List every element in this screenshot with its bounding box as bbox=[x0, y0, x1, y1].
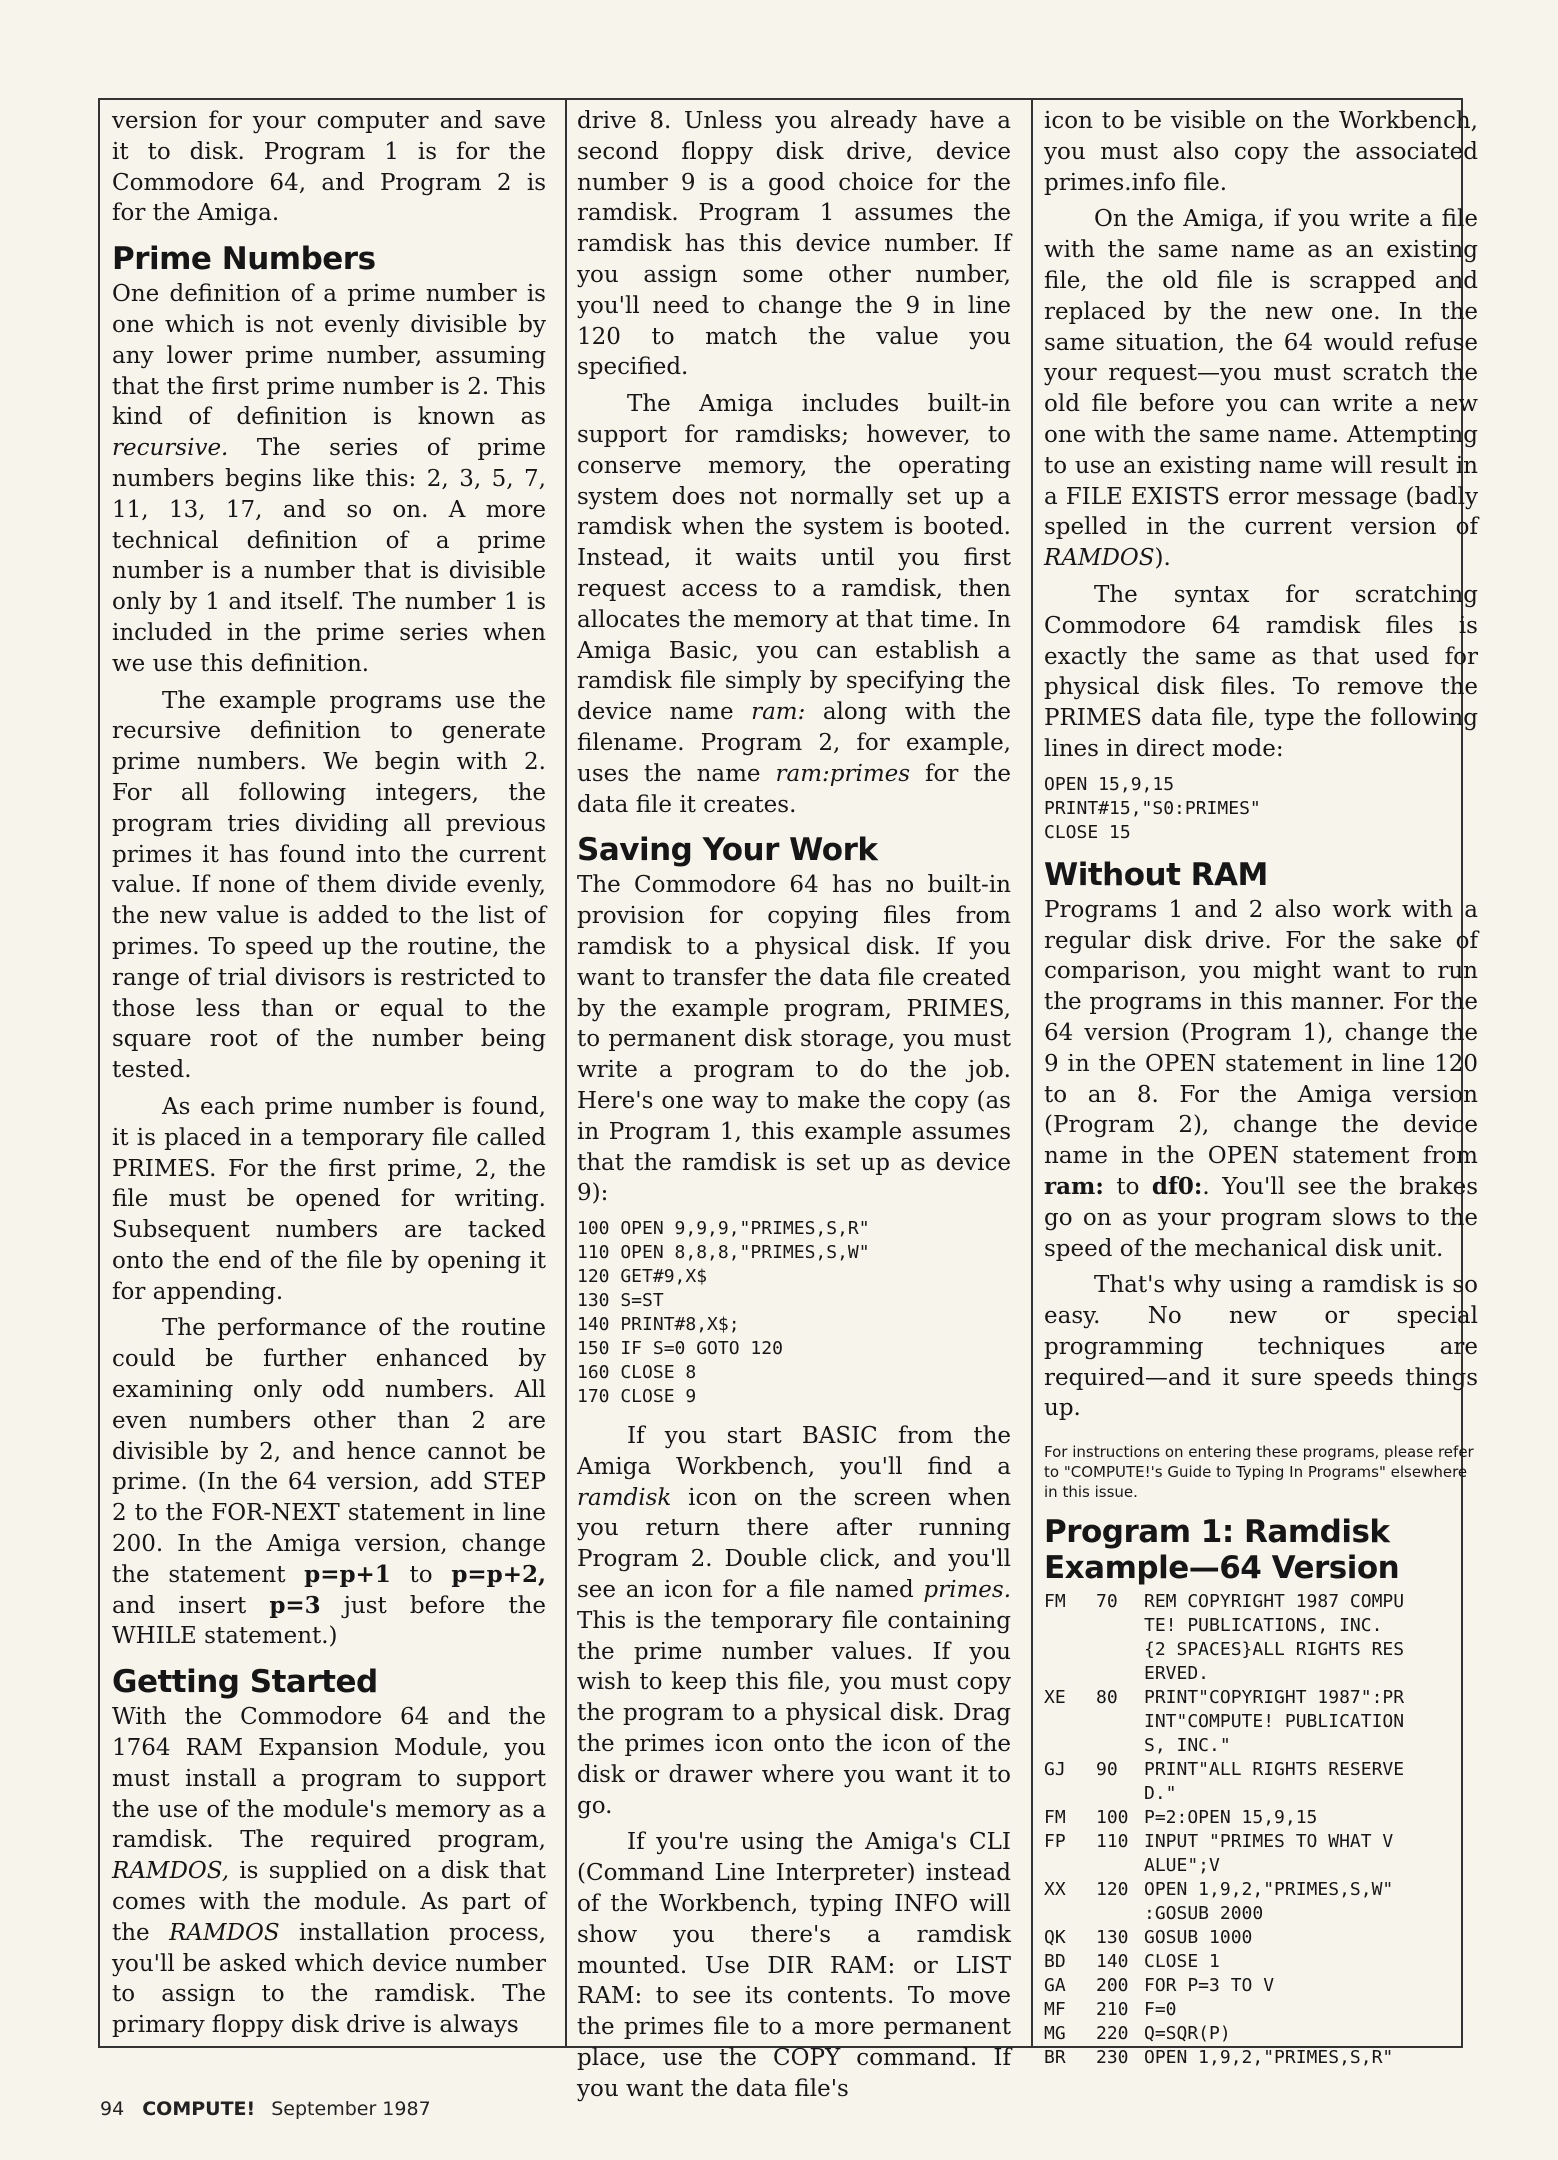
listing-line bbox=[1044, 1998, 1478, 2022]
paragraph: If you start BASIC from the Amiga Workbench, you'll find a ramdisk icon on the screen when you return there after running Program 2. Double click, and you'll see an icon for a file named primes. This is the temporary file containing the prime number values. If you wish to keep this file, you must copy the program to a physical disk. Drag the primes icon onto the icon of the disk or drawer where you want it to go. bbox=[577, 1423, 1012, 1819]
paragraph: That's why using a ramdisk is so easy. No new or special programming techniques are required—and it sure speeds things up. bbox=[1044, 1272, 1478, 1422]
checksum: GA bbox=[1044, 1975, 1066, 1997]
paragraph: The Amiga includes built-in support for ramdisks; however, to conserve memory, the operating system does not normally set up a ramdisk when the system is booted. Instead, it waits until you first request access to a ramdisk, then allocates the memory at that time. In Amiga Basic, you can establish a ramdisk file simply by specifying the device name ram: along with the filename. Program 2, for example, uses the name ram:primes for the data file it creates. bbox=[577, 391, 1012, 818]
line-number: 120 bbox=[1096, 1879, 1129, 1901]
paragraph: The performance of the routine could be further enhanced by examining only odd numbers. All even numbers other than 2 are divisible by 2, and hence cannot be prime. (In the 64 version, add STEP 2 to the FOR-NEXT statement in line 200. In the Amiga version, change the statement p=p+1 to p=p+2, and insert p=3 just before the WHILE statement.) bbox=[112, 1315, 547, 1650]
column-2 bbox=[577, 106, 1012, 2102]
paragraph: One definition of a prime number is one which is not evenly divisible by any lower prime number, assuming that the first prime number is 2. This kind of definition is known as recursive. The series of prime numbers begins like this: 2, 3, 5, 7, 11, 13, 17, and so on. A more technical definition of a prime number is a number that is divisible only by 1 and itself. The number 1 is included in the prime series when we use this definition. bbox=[112, 281, 547, 677]
paragraph: version for your computer and save it to disk. Program 1 is for the Commodore 64, and Program 2 is for the Amiga. bbox=[112, 108, 546, 227]
heading-saving-your-work: Saving Your Work bbox=[577, 832, 878, 869]
code-text: F=0 bbox=[1144, 1999, 1177, 2021]
listing-line bbox=[1044, 2022, 1478, 2046]
listing-line bbox=[1044, 1878, 1478, 1926]
code-text: PRINT"COPYRIGHT 1987":PR INT"COMPUTE! PUBLICATION S, INC." bbox=[1144, 1687, 1405, 1757]
paragraph: The example programs use the recursive definition to generate prime numbers. We begin with 2. For all following integers, the program tries dividing all previous primes it has found into the current value. If none of them divide evenly, the new value is added to the list of primes. To speed up the routine, the range of trial divisors is restricted to those less than or equal to the square root of the number being tested. bbox=[112, 687, 546, 1084]
listing-line bbox=[1044, 1758, 1478, 1806]
heading-without-ram: Without RAM bbox=[1044, 856, 1268, 893]
heading-program-1: Program 1: Ramdisk Example—64 Version bbox=[1044, 1514, 1400, 1587]
checksum: MG bbox=[1044, 2023, 1066, 2045]
listing-line bbox=[1044, 2046, 1478, 2070]
line-number: 210 bbox=[1096, 1999, 1129, 2021]
code-text: PRINT"ALL RIGHTS RESERVE D." bbox=[1144, 1759, 1405, 1805]
typing-note: For instructions on entering these programs, please refer to "COMPUTE!'s Guide to Typing In Programs" elsewhere in this issue. bbox=[1044, 1443, 1474, 1502]
listing-line bbox=[1044, 1950, 1478, 1974]
code-text: OPEN 1,9,2,"PRIMES,S,W" :GOSUB 2000 bbox=[1144, 1879, 1394, 1925]
paragraph: On the Amiga, if you write a file with the same name as an existing file, the old file is scrapped and replaced by the new one. In the same situation, the 64 would refuse your request—you must scratch the old file before you can write a new one with the same name. Attempting to use an existing name will result in a FILE EXISTS error message (badly spelled in the current version of RAMDOS). bbox=[1044, 206, 1478, 572]
column-3 bbox=[1044, 106, 1478, 2069]
checksum: FM bbox=[1044, 1807, 1066, 1829]
checksum: MF bbox=[1044, 1999, 1066, 2021]
paragraph: Programs 1 and 2 also work with a regular disk drive. For the sake of comparison, you might want to run the programs in this manner. For the 64 version (Program 1), change the 9 in the OPEN statement in line 120 to an 8. For the Amiga version (Program 2), change the device name in the OPEN statement from ram: to df0:. You'll see the brakes go on as your program slows to the speed of the mechanical disk unit. bbox=[1044, 896, 1478, 1262]
column-1 bbox=[112, 106, 546, 2054]
line-number: 230 bbox=[1096, 2047, 1129, 2069]
checksum: BD bbox=[1044, 1951, 1066, 1973]
checksum: FM bbox=[1044, 1591, 1066, 1613]
paragraph: As each prime number is found, it is placed in a temporary file called PRIMES. For the first prime, 2, the file must be opened for writing. Subsequent numbers are tacked onto the end of the file by opening it for appending. bbox=[112, 1093, 546, 1305]
checksum: BR bbox=[1044, 2047, 1066, 2069]
paragraph: With the Commodore 64 and the 1764 RAM Expansion Module, you must install a program to support the use of the module's memory as a ramdisk. The required program, RAMDOS, is supplied on a disk that comes with the module. As part of the RAMDOS installation process, you'll be asked which device number to assign to the ramdisk. The primary floppy disk drive is always bbox=[112, 1704, 547, 2039]
line-number: 140 bbox=[1096, 1951, 1129, 1973]
code-text: Q=SQR(P) bbox=[1144, 2023, 1231, 2045]
line-number: 80 bbox=[1096, 1687, 1118, 1709]
column-divider bbox=[1031, 100, 1033, 2046]
column-divider bbox=[565, 100, 567, 2046]
page-footer bbox=[100, 2098, 431, 2120]
line-number: 110 bbox=[1096, 1831, 1129, 1853]
listing-line bbox=[1044, 1806, 1478, 1830]
page-number: 94 bbox=[100, 2098, 125, 2120]
issue-date: September 1987 bbox=[271, 2098, 431, 2120]
paragraph: icon to be visible on the Workbench, you must also copy the associated primes.info file. bbox=[1044, 108, 1478, 196]
listing-line bbox=[1044, 1590, 1478, 1686]
code-text: CLOSE 1 bbox=[1144, 1951, 1220, 1973]
checksum: FP bbox=[1044, 1831, 1066, 1853]
listing-line bbox=[1044, 1974, 1478, 1998]
listing-line bbox=[1044, 1686, 1478, 1758]
program-listing bbox=[1044, 1590, 1478, 2070]
code-text: OPEN 1,9,2,"PRIMES,S,R" bbox=[1144, 2047, 1394, 2069]
paragraph: drive 8. Unless you already have a second floppy disk drive, device number 9 is a good choice for the ramdisk. Program 1 assumes the ramdisk has this device number. If you assign some other number, you'll need to change the 9 in line 120 to match the value you specified. bbox=[577, 108, 1011, 381]
code-text: REM COPYRIGHT 1987 COMPU TE! PUBLICATIONS, INC. {2 SPACES}ALL RIGHTS RES ERVED. bbox=[1144, 1591, 1405, 1685]
checksum: QK bbox=[1044, 1927, 1066, 1949]
paragraph: The syntax for scratching Commodore 64 ramdisk files is exactly the same as that used for physical disk files. To remove the PRIMES data file, type the following lines in direct mode: bbox=[1044, 581, 1478, 762]
code-block-scratch: OPEN 15,9,15 PRINT#15,"S0:PRIMES" CLOSE 15 bbox=[1044, 773, 1261, 843]
line-number: 100 bbox=[1096, 1807, 1129, 1829]
paragraph: If you're using the Amiga's CLI (Command Line Interpreter) instead of the Workbench, typing INFO will show you there's a ramdisk mounted. Use DIR RAM: or LIST RAM: to see its contents. To move the primes file to a more permanent place, use the COPY command. If you want the data file's bbox=[577, 1829, 1011, 2102]
line-number: 200 bbox=[1096, 1975, 1129, 1997]
code-text: FOR P=3 TO V bbox=[1144, 1975, 1275, 1997]
code-text: GOSUB 1000 bbox=[1144, 1927, 1253, 1949]
code-block-copy: 100 OPEN 9,9,9,"PRIMES,S,R" 110 OPEN 8,8,8,"PRIMES,S,W" 120 GET#9,X$ 130 S=ST 140 PRINT#8,X$; 150 IF S=0 GOTO 120 160 CLOSE 8 170 CLOSE 9 bbox=[577, 1218, 870, 1408]
code-text: P=2:OPEN 15,9,15 bbox=[1144, 1807, 1318, 1829]
line-number: 90 bbox=[1096, 1759, 1118, 1781]
checksum: XX bbox=[1044, 1879, 1066, 1901]
line-number: 70 bbox=[1096, 1591, 1118, 1613]
checksum: XE bbox=[1044, 1687, 1066, 1709]
listing-line bbox=[1044, 1830, 1478, 1878]
code-text: INPUT "PRIMES TO WHAT V ALUE";V bbox=[1144, 1831, 1394, 1877]
checksum: GJ bbox=[1044, 1759, 1066, 1781]
line-number: 130 bbox=[1096, 1927, 1129, 1949]
line-number: 220 bbox=[1096, 2023, 1129, 2045]
magazine-name: COMPUTE! bbox=[142, 2098, 256, 2120]
heading-prime-numbers: Prime Numbers bbox=[112, 241, 376, 278]
listing-line bbox=[1044, 1926, 1478, 1950]
heading-getting-started: Getting Started bbox=[112, 1664, 378, 1701]
paragraph: The Commodore 64 has no built-in provision for copying files from ramdisk to a physical disk. If you want to transfer the data file created by the example program, PRIMES, to permanent disk storage, you must write a program to do the job. Here's one way to make the copy (as in Program 1, this example assumes that the ramdisk is set up as device 9): bbox=[577, 872, 1011, 1207]
